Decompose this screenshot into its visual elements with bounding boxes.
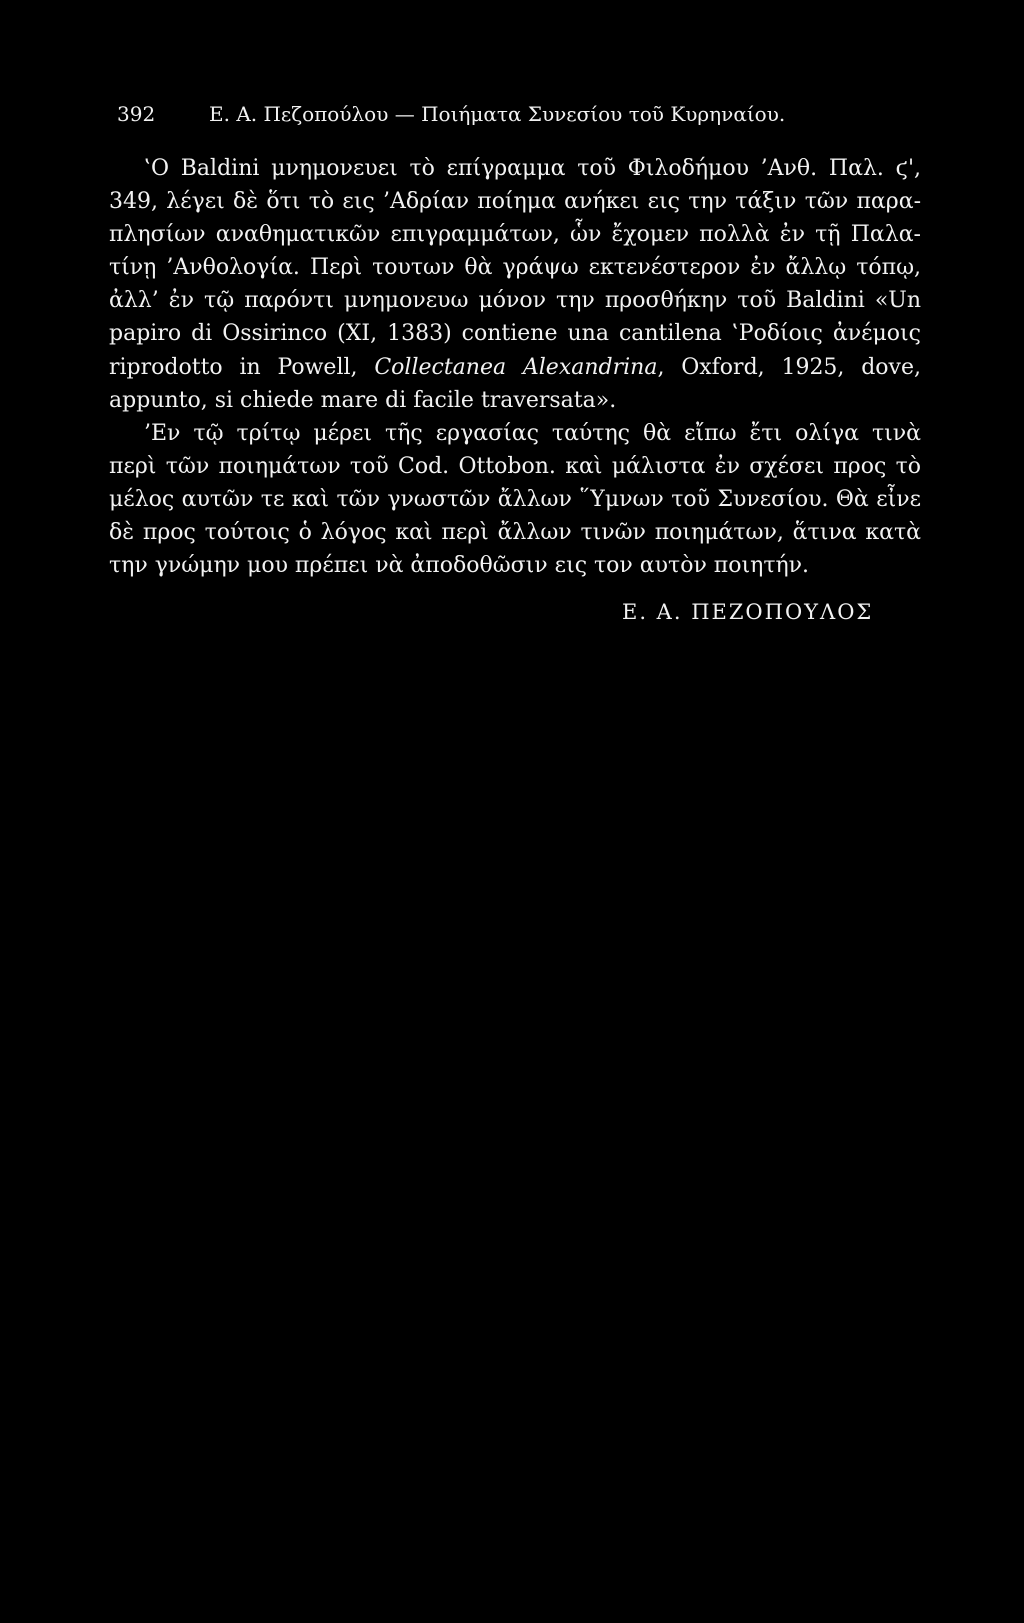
text-line: ’Εν τῷ τρίτῳ μέρει τῆς εργασίας ταύτης θὰ εἴπω ἔτι ολίγα τινὰ	[144, 420, 921, 446]
text-line: τίνῃ ’Ανθολογία. Περὶ τουτων θὰ γράψω εκτενέστερον ἐν ἄλλῳ τόπῳ,	[109, 255, 921, 281]
text-line: μέλος αυτῶν τε καὶ τῶν γνωστῶν ἄλλων ῞Υμνων τοῦ Συνεσίου. Θὰ εἶνε	[109, 486, 921, 512]
text-line: την γνώμην μου πρέπει νὰ ἀποδοθῶσιν εις τον αυτὸν ποιητήν.	[109, 553, 810, 579]
author-signature: Ε. Α. ΠΕΖΟΠΟΥΛΟΣ	[622, 600, 874, 624]
text-line: περὶ τῶν ποιημάτων τοῦ Cod. Ottobon. καὶ μάλιστα ἐν σχέσει προς τὸ	[109, 453, 921, 479]
text-line: appunto, si chiede mare di facile traversata».	[109, 387, 617, 413]
text-line: riprodotto in Powell, Collectanea Alexandrina, Oxford, 1925, dove,	[109, 354, 921, 380]
text-line: ἀλλ’ ἐν τῷ παρόντι μνημονευω μόνον την προσθήκην τοῦ Baldini «Un	[109, 288, 921, 314]
body-text	[109, 152, 921, 582]
paragraph-2	[109, 417, 921, 582]
running-title: Ε. Α. Πεζοπούλου — Ποιήματα Συνεσίου τοῦ Κυρηναίου.	[209, 102, 786, 126]
text-line: 349, λέγει δὲ ὅτι τὸ εις ’Αδρίαν ποίημα ανήκει εις την τάξιν τῶν παρα-	[109, 189, 921, 215]
text-line: papiro di Ossirinco (XI, 1383) contiene una cantilena ‛Ροδίοις ἀνέμοις	[109, 321, 921, 347]
text-line: πλησίων αναθηματικῶν επιγραμμάτων, ὧν ἔχομεν πολλὰ ἐν τῇ Παλα-	[109, 222, 921, 248]
text-line: δὲ προς τούτοις ὁ λόγος καὶ περὶ ἄλλων τινῶν ποιημάτων, ἅτινα κατὰ	[109, 520, 921, 546]
paragraph-1	[109, 152, 921, 417]
book-title: Collectanea Alexandrina	[374, 354, 658, 380]
page-number: 392	[117, 102, 156, 126]
text-line: ‛Ο Baldini μνημονευει τὸ επίγραμμα τοῦ Φιλοδήμου ’Ανθ. Παλ. ϛ',	[144, 156, 921, 181]
